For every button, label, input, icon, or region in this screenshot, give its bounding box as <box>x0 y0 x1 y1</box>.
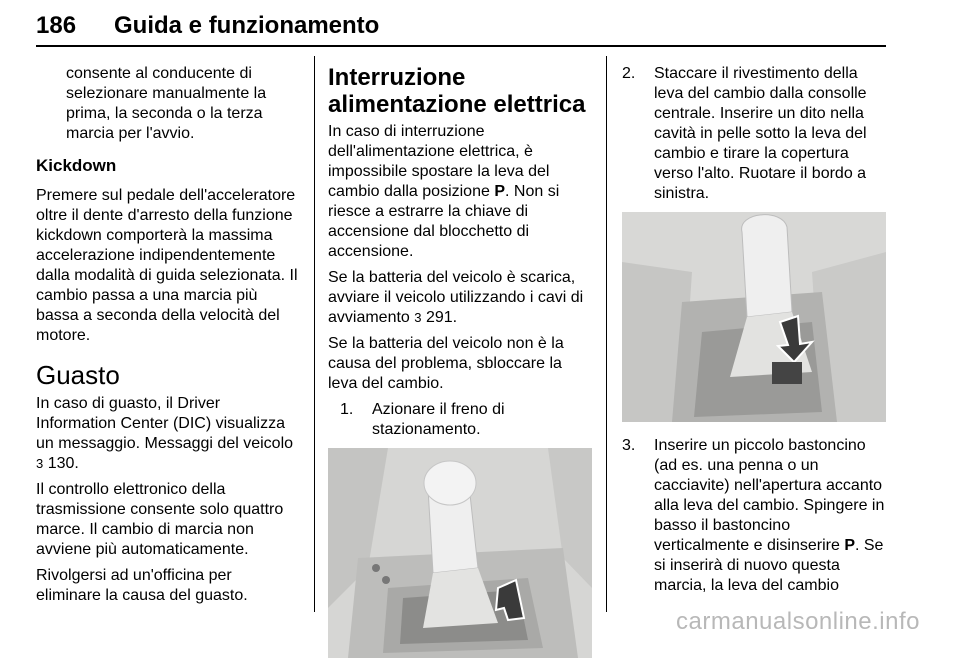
power-p2-text: Se la batteria del veicolo è scarica, avviare il veicolo utilizzando i cavi di avviamento <box>328 269 584 326</box>
gear-lever-brake-illustration <box>328 448 592 658</box>
column-divider-2 <box>606 56 607 612</box>
column-left <box>36 64 298 612</box>
guasto-paragraph-1 <box>36 394 298 474</box>
page-number: 186 <box>36 12 77 39</box>
guasto-paragraph-3: Rivolgersi ad un'officina per eliminare la causa del guasto. <box>36 567 248 604</box>
shift-cover-removal-illustration <box>622 212 886 422</box>
gear-lever-image <box>328 448 592 658</box>
kickdown-paragraph: Premere sul pedale dell'acceleratore oltre il dente d'arresto della funzione kickdown comporterà la massima accelerazione indipendentemente dalla modalità di guida selezionata. Il cambio passa a una marcia più bassa a seconda della velocità del motore. <box>36 187 298 344</box>
page-header <box>36 6 886 46</box>
power-page-ref[interactable]: 291. <box>425 309 458 326</box>
power-p1-text-b: . Non si riesce a estrarre la chiave di accensione dal blocchetto di accensione. <box>328 183 560 260</box>
header-rule <box>36 45 886 47</box>
step-2-text: Staccare il rivestimento della leva del cambio dalla consolle centrale. Inserire un dito nella cavità in pelle sotto la leva del cambio e tirare la copertura verso l'alto. Ruotare il bordo a sinistra. <box>654 65 867 202</box>
step-3-text-a: Inserire un piccolo bastoncino (ad es. una penna o un cacciavite) nell'apertura accanto alla leva del cambio. Spingere in basso il bastoncino verticalmente e disinserire <box>654 437 885 554</box>
power-p1-text-a: In caso di interruzione dell'alimentazione elettrica, è impossibile spostare la leva del cambio dalla posizione <box>328 123 550 200</box>
guasto-paragraph-2: Il controllo elettronico della trasmissione consente solo quattro marce. Il cambio di marcia non avviene più automaticamente. <box>36 481 284 558</box>
step-3 <box>622 436 886 596</box>
continued-paragraph: consente al conducente di selezionare manualmente la prima, la seconda o la terza marcia per l'avvio. <box>66 65 267 142</box>
power-interruption-heading: Interruzione alimentazione elettrica <box>328 64 586 118</box>
kickdown-heading: Kickdown <box>36 156 117 175</box>
cross-reference-icon[interactable]: 3 <box>414 310 422 325</box>
column-middle <box>328 64 592 658</box>
power-paragraph-3: Se la batteria del veicolo non è la causa del problema, sbloccare la leva del cambio. <box>328 335 564 392</box>
guasto-page-ref[interactable]: 130. <box>47 455 79 472</box>
gear-p-label-2: P <box>844 537 855 554</box>
shift-cover-image <box>622 212 886 422</box>
step-1-number: 1. <box>340 401 354 418</box>
guasto-heading: Guasto <box>36 360 120 390</box>
step-2-number: 2. <box>622 65 636 82</box>
watermark-text: carmanualsonline.info <box>676 608 920 635</box>
step-1 <box>340 400 592 440</box>
step-3-text-b: . Se si inserirà di nuovo questa marcia, la leva del cambio <box>654 537 884 594</box>
power-paragraph-2 <box>328 268 592 328</box>
step-2 <box>622 64 886 204</box>
column-divider-1 <box>314 56 315 612</box>
cross-reference-icon[interactable]: 3 <box>36 456 44 471</box>
gear-p-label: P <box>494 183 505 200</box>
guasto-text-a: In caso di guasto, il Driver Information Center (DIC) visualizza un messaggio. Messaggi del veicolo <box>36 395 294 452</box>
step-3-number: 3. <box>622 437 636 454</box>
column-right <box>622 64 886 596</box>
chapter-title: Guida e funzionamento <box>114 12 380 39</box>
power-paragraph-1 <box>328 122 592 262</box>
step-1-text: Azionare il freno di stazionamento. <box>372 401 505 438</box>
